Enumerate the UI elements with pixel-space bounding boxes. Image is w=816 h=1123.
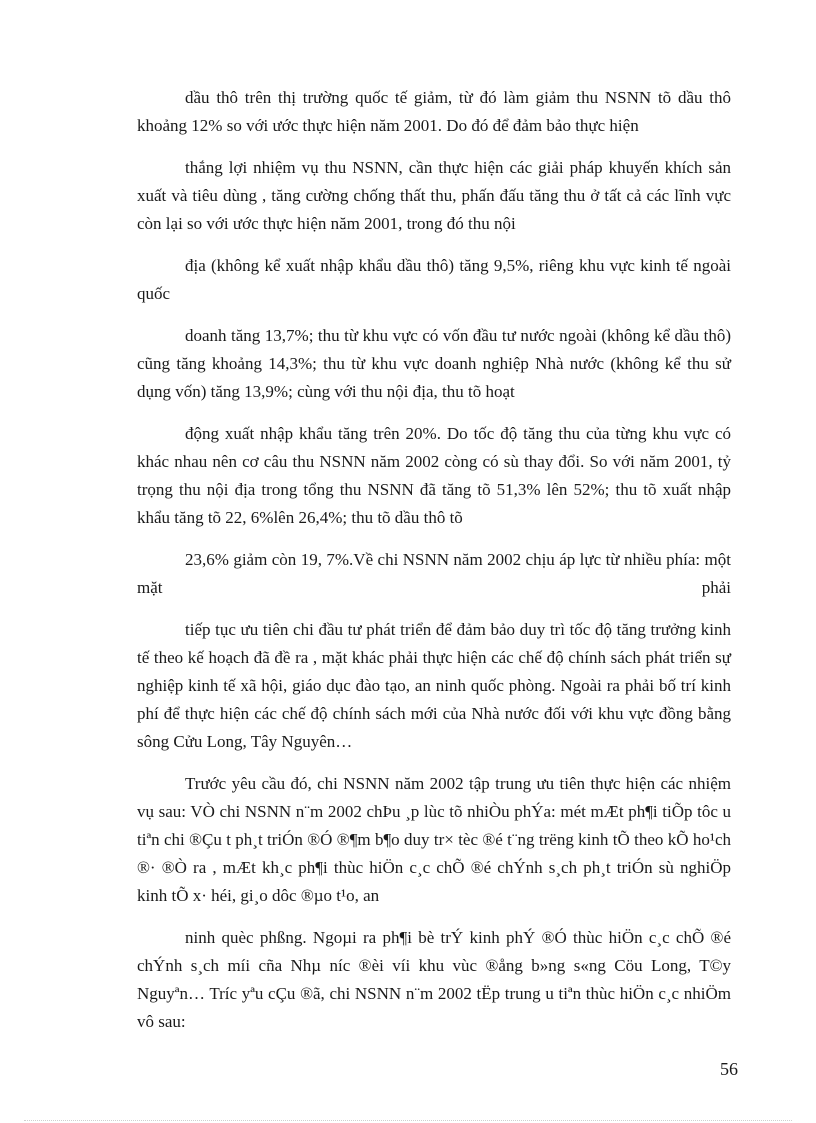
paragraph-1: dầu thô trên thị trường quốc tế giảm, từ đó làm giảm thu NSNN tõ dầu thô khoảng 12% so với ước thực hiện năm 2001. Do đó để đảm bảo thực hiện — [137, 88, 731, 135]
paragraph-3: địa (không kể xuất nhập khẩu dầu thô) tăng 9,5%, riêng khu vực kinh tế ngoài quốc — [137, 256, 731, 303]
page-number: 56 — [720, 1059, 738, 1079]
page-bottom-divider — [24, 1120, 792, 1121]
paragraph-5: động xuất nhập khẩu tăng trên 20%. Do tốc độ tăng thu của từng khu vực có khác nhau nên cơ câu thu NSNN năm 2002 còng có sù thay đổi. So với năm 2001, tỷ trọng thu nội địa trong tổng thu NSNN đã tăng tõ 51,3% lên 52%; thu tõ xuất nhập khẩu tăng tõ 22, 6%lên 26,4%; thu tõ dầu thô tõ — [137, 424, 731, 527]
paragraph-9: ninh quèc phßng. Ngoµi ra ph¶i bè trÝ kinh phÝ ®Ó thùc hiÖn c¸c chÕ ®é chÝnh s¸ch míi cña Nhµ níc ®èi víi khu vùc ®ång b»ng s«ng Cöu Long, T©y Nguyªn… Tríc yªu cÇu ®ã, chi NSNN n¨m 2002 tËp trung u tiªn thùc hiÖn c¸c nhiÖm vô sau: — [137, 928, 731, 1031]
body-text — [137, 84, 731, 1050]
paragraph-7: tiếp tục ưu tiên chi đầu tư phát triển để đảm bảo duy trì tốc độ tăng trưởng kinh tế theo kế hoạch đã đề ra , mặt khác phải thực hiện các chế độ chính sách phát triển sự nghiệp kinh tế xã hội, giáo dục đào tạo, an ninh quốc phòng. Ngoài ra phải bố trí kinh phí để thực hiện các chế độ chính sách mới của Nhà nước đối với khu vực đồng bằng sông Cửu Long, Tây Nguyên… — [137, 620, 731, 751]
paragraph-8: Trước yêu cầu đó, chi NSNN năm 2002 tập trung ưu tiên thực hiện các nhiệm vụ sau: VÒ chi NSNN n¨m 2002 chÞu ¸p lùc tõ nhiÒu phÝa: mét mÆt ph¶i tiÕp tôc u tiªn chi ®Çu t ph¸t triÓn ®Ó ®¶m b¶o duy tr× tèc ®é t¨ng trëng kinh tÕ theo kÕ ho¹ch ®· ®Ò ra , mÆt kh¸c ph¶i thùc hiÖn c¸c chÕ ®é chÝnh s¸ch ph¸t triÓn sù nghiÖp kinh tÕ x· héi, gi¸o dôc ®µo t¹o, an — [137, 774, 731, 905]
paragraph-6: 23,6% giảm còn 19, 7%.Về chi NSNN năm 2002 chịu áp lực từ nhiều phía: một mặt phải — [137, 550, 731, 597]
paragraph-4: doanh tăng 13,7%; thu từ khu vực có vốn đầu tư nước ngoài (không kể dầu thô) cũng tăng khoảng 14,3%; thu từ khu vực doanh nghiệp Nhà nước (không kể thu sử dụng vốn) tăng 13,9%; cùng với thu nội địa, thu tõ hoạt — [137, 326, 731, 401]
paragraph-2: thắng lợi nhiệm vụ thu NSNN, cần thực hiện các giải pháp khuyến khích sản xuất và tiêu dùng , tăng cường chống thất thu, phấn đấu tăng thu ở tất cả các lĩnh vực còn lại so với ước thực hiện năm 2001, trong đó thu nội — [137, 158, 731, 233]
